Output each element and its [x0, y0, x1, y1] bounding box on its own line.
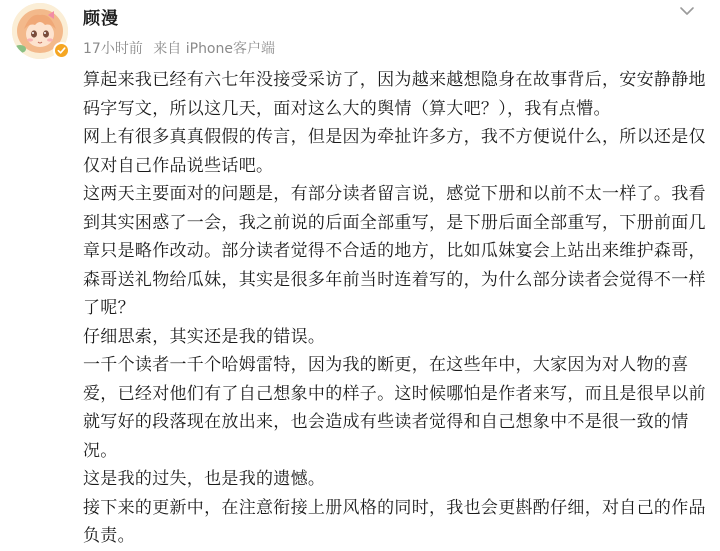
- post-paragraph: 一千个读者一千个哈姆雷特，因为我的断更，在这些年中，大家因为对人物的喜爱，已经对他们有了自己想象中的样子。这时候哪怕是作者来写，而且是很早以前就写好的段落现在放出来，也会造成有些读者觉得和自己想象中不是很一致的情况。: [83, 355, 706, 461]
- post-meta: [83, 38, 281, 58]
- post-paragraph: 网上有很多真真假假的传言，但是因为牵扯许多方，我不方便说什么，所以还是仅仅对自己作品说些话吧。: [83, 127, 706, 176]
- avatar[interactable]: [12, 3, 68, 59]
- post-paragraph: 这是我的过失，也是我的遗憾。: [83, 469, 326, 489]
- username[interactable]: 顾漫: [83, 9, 119, 29]
- verified-badge-icon: [53, 42, 70, 59]
- chevron-down-icon: [678, 5, 696, 17]
- post-content: [83, 66, 713, 551]
- post-paragraph: 仔细思索，其实还是我的错误。: [83, 326, 326, 347]
- post-source[interactable]: 来自 iPhone客户端: [153, 41, 275, 57]
- post-time: 17小时前: [83, 41, 143, 57]
- post-paragraph: 接下来的更新中，在注意衔接上册风格的同时，我也会更斟酌仔细，对自己的作品负责。: [83, 497, 706, 546]
- more-options-button[interactable]: [674, 0, 700, 22]
- post-paragraph: 算起来我已经有六七年没接受采访了，因为越来越想隐身在故事背后，安安静静地码字写文，所以这几天，面对这么大的舆情（算大吧？），我有点懵。: [83, 70, 706, 119]
- post-paragraph: 这两天主要面对的问题是，有部分读者留言说，感觉下册和以前不太一样了。我看到其实困惑了一会，我之前说的后面全部重写，是下册后面全部重写，下册前面几章只是略作改动。部分读者觉得不合适的地方，比如瓜妹宴会上站出来维护森哥，森哥送礼物给瓜妹，其实是很多年前当时连着写的，为什么部分读者会觉得不一样了呢？: [83, 184, 706, 318]
